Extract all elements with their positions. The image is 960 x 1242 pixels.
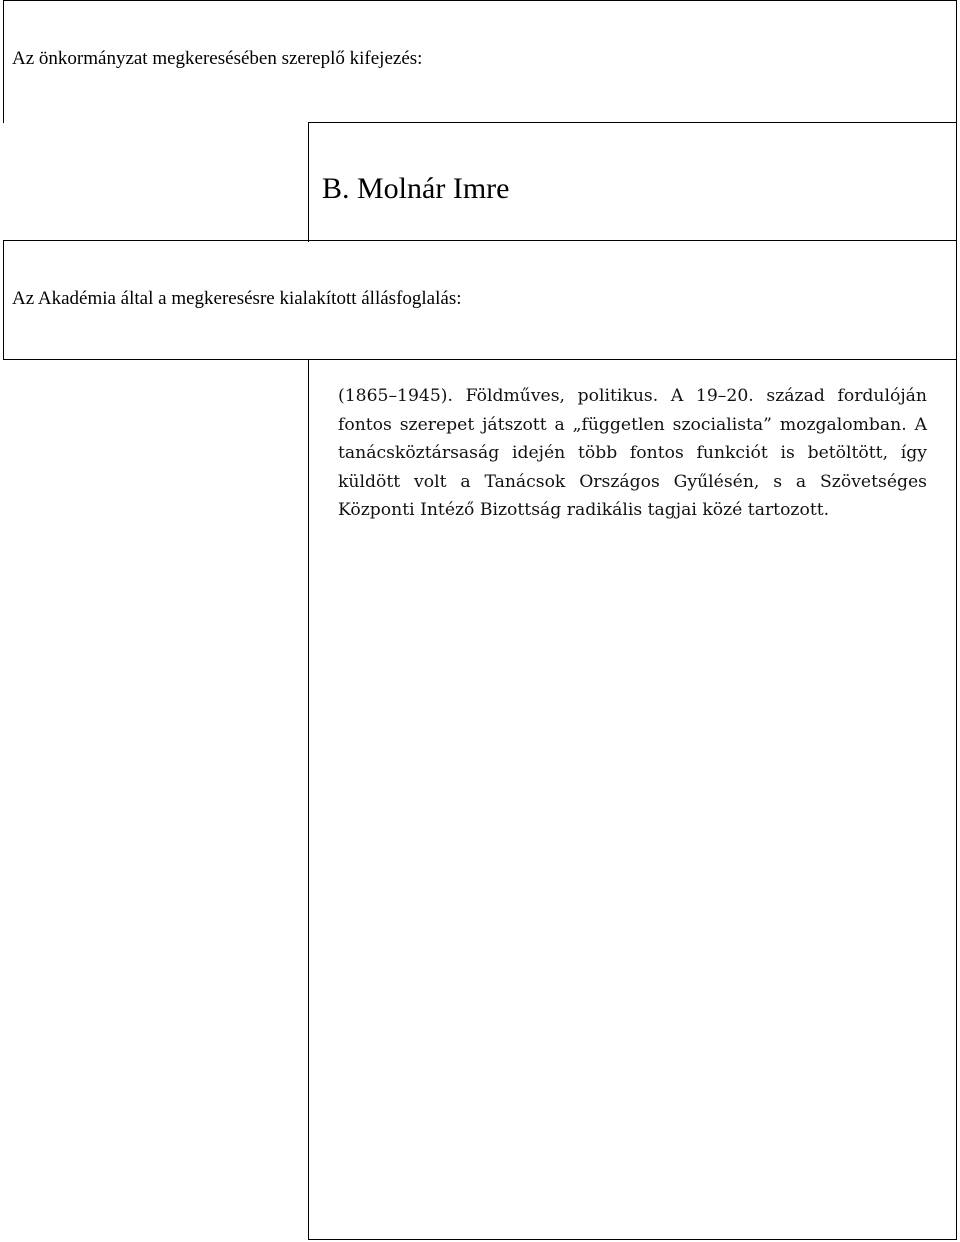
answer-text: (1865–1945). Földműves, politikus. A 19–20. század fordulóján fontos szerepet játszott a „független szocialista” mozgalomban. A tanácsköztársaság idején több fontos funkciót is betöltött, így küldött volt a Tanácsok Országos Gyűlésén, s a Szövetséges Központi Intéző Bizottság radikális tagjai közé tartozott. [338,386,927,520]
expression-name: B. Molnár Imre [322,172,510,205]
answer-label: Az Akadémia által a megkeresésre kialakított állásfoglalás: [12,288,462,309]
question-label: Az önkormányzat megkeresésében szereplő kifejezés: [12,48,423,69]
